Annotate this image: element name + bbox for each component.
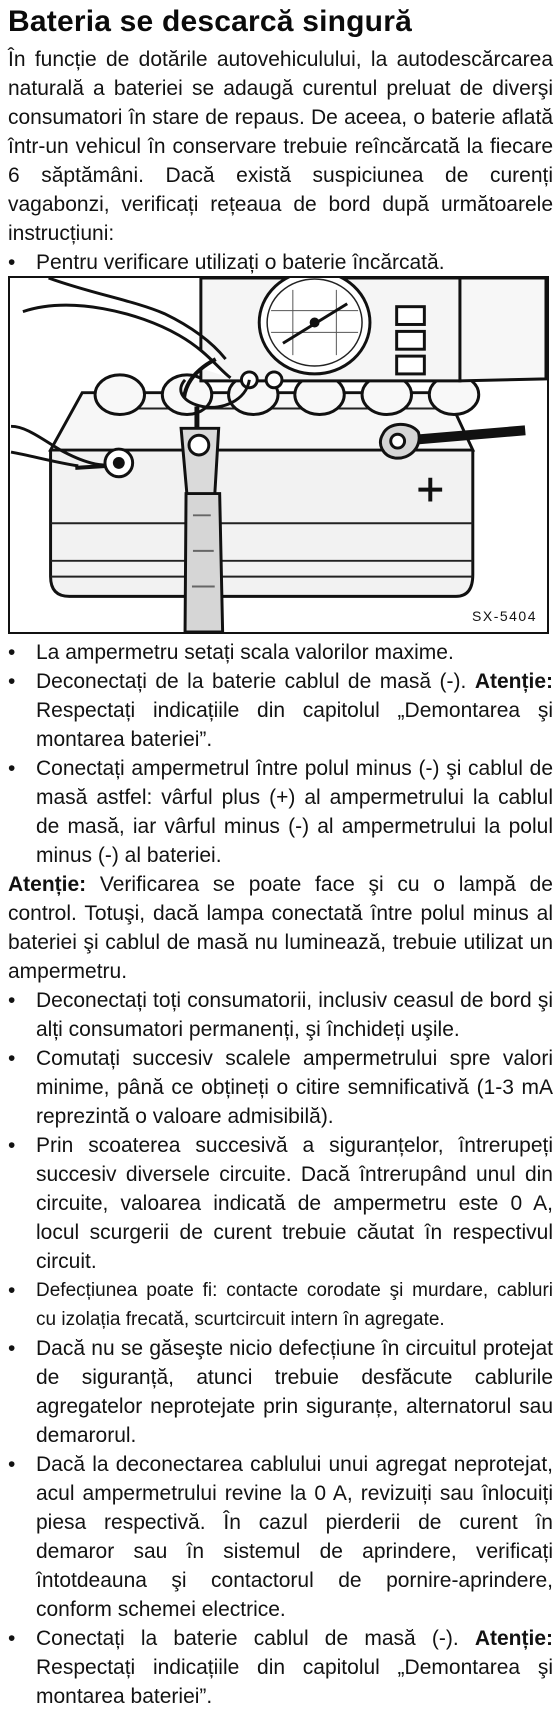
meter-switch-3	[397, 356, 425, 374]
attention-note-label: Atenție:	[8, 873, 87, 896]
battery-test-drawing	[10, 278, 547, 632]
instruction-text: Defecțiunea poate fi: contacte corodate şi murdare, cabluri cu izolația frecată, scurtcircuit intern în agregate.	[36, 1280, 553, 1330]
figure-code: SX-5404	[472, 608, 537, 624]
attention-label: Atenție:	[474, 670, 553, 693]
instruction-item	[8, 1624, 553, 1711]
intro-bullet-text: Pentru verificare utilizați o baterie încărcată.	[36, 251, 445, 274]
ammeter-side	[460, 278, 546, 381]
ammeter-pivot	[310, 318, 320, 328]
ground-strap	[185, 494, 223, 632]
instruction-item	[8, 1334, 553, 1450]
attention-note	[8, 870, 553, 986]
meter-switch-2	[397, 331, 425, 349]
instruction-item	[8, 1131, 553, 1276]
vent-cap-1	[95, 375, 144, 415]
instruction-text-before: Conectați la baterie cablul de masă (-).	[36, 1627, 459, 1650]
instruction-item	[8, 667, 553, 754]
instruction-text: Deconectați toți consumatorii, inclusiv ceasul de bord şi alți consumatori permanenți, şi închideți uşile.	[36, 989, 553, 1041]
instruction-text-after: Respectați indicațiile din capitolul „Demontarea şi montarea bateriei”.	[36, 1656, 553, 1708]
instruction-text-after: Respectați indicațiile din capitolul „Demontarea şi montarea bateriei”.	[36, 699, 553, 751]
instruction-text: Dacă nu se găseşte nicio defecțiune în circuitul protejat de siguranță, atunci trebuie desfăcute cablurile agregatelor neprotejate prin siguranțe, alternatorul sau demarorul.	[36, 1337, 553, 1447]
probe-tip-left	[75, 466, 108, 468]
attention-label: Atenție:	[474, 1627, 553, 1650]
negative-terminal-center	[113, 457, 125, 469]
instruction-text: La ampermetru setați scala valorilor maxime.	[36, 641, 454, 664]
intro-paragraph: În funcție de dotările autovehiculului, la autodescărcarea naturală a bateriei se adaugă curentul preluat de diverşi consumatori în stare de repaus. De aceea, o baterie aflată într-un vehicul în conservare trebuie reîncărcată la fiecare 6 săptămâni. Dacă există suspiciunea de curenți vagabonzi, verificați rețeaua de bord după următoarele instrucțiuni:	[8, 48, 553, 245]
attention-note-text: Verificarea se poate face şi cu o lampă de control. Totuşi, dacă lampa conectată între polul minus al bateriei şi cablul de masă nu luminează, trebuie utilizat un ampermetru.	[8, 873, 553, 983]
battery-body-group	[51, 375, 479, 596]
instruction-text: Comutați succesiv scalele ampermetrului spre valori minime, până ce obțineți o citire semnificativă (1-3 mA reprezintă o valoare admisibilă).	[36, 1047, 553, 1128]
instruction-item	[8, 1450, 553, 1624]
instruction-text: Dacă la deconectarea cablului unui agregat neprotejat, acul ampermetrului revine la 0 A, revizuiți sau înlocuiți piesa respectivă. În cazul pierderii de curent în demaror sau în sistemul de aprindere, verificați întotdeauna şi contactorul de pornire-aprindere, conform schemei electrice.	[36, 1453, 553, 1621]
meter-terminal-right	[266, 372, 282, 388]
instruction-item	[8, 754, 553, 870]
positive-terminal-bolt	[391, 434, 405, 448]
instructions-section	[8, 638, 553, 1711]
ground-clamp-hole	[189, 435, 209, 455]
intro-bullet	[8, 248, 553, 277]
ammeter-group	[201, 278, 546, 388]
instruction-text-before: Deconectați de la baterie cablul de masă (-).	[36, 670, 467, 693]
instruction-text: Prin scoaterea succesivă a siguranțelor, întrerupeți succesiv diversele circuite. Dacă întrerupând unul din circuite, valoarea indicată de ampermetru este 0 A, locul scurgerii de curent trebuie căutat în respectivul circuit.	[36, 1134, 553, 1273]
intro-section	[8, 45, 553, 277]
instruction-item	[8, 638, 553, 667]
page-title: Bateria se descarcă singură	[8, 5, 412, 38]
instruction-item	[8, 1044, 553, 1131]
battery-test-illustration	[8, 276, 549, 634]
instruction-text: Conectați ampermetrul între polul minus (-) şi cablul de masă astfel: vârful plus (+) al ampermetrului la cablul de masă, iar vârful minus (-) al ampermetrului la polul minus (-) al bateriei.	[36, 757, 553, 867]
instruction-item	[8, 1276, 553, 1334]
meter-switch-1	[397, 307, 425, 325]
instruction-item	[8, 986, 553, 1044]
